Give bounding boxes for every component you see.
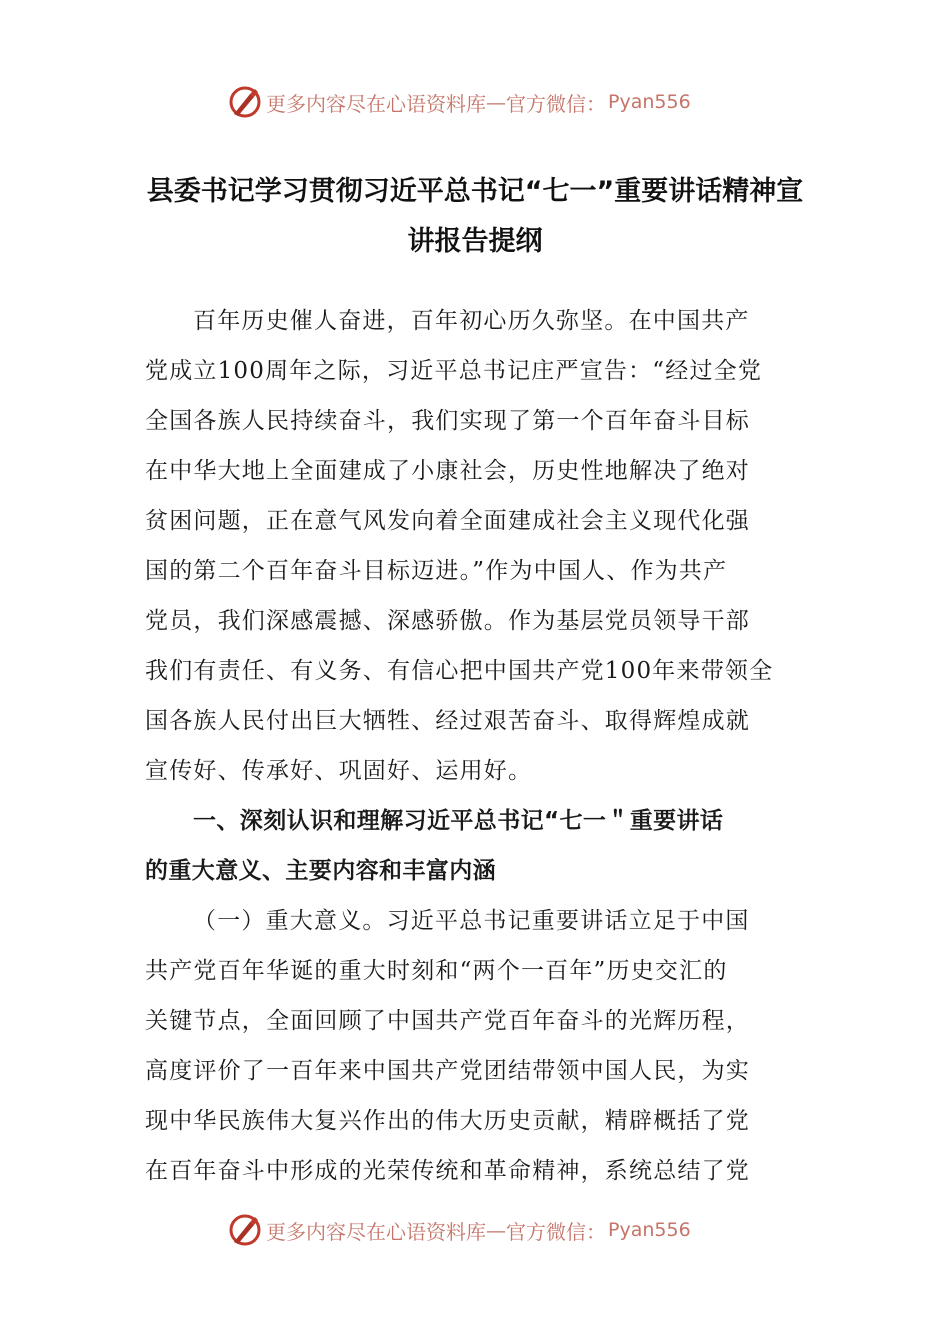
paragraph-line: 国的第二个百年奋斗目标迈进。”作为中国人、作为共产 xyxy=(145,558,728,584)
banner-wechat-id: Pyan556 xyxy=(608,1219,691,1241)
banner-wechat-label: 官方微信： xyxy=(506,91,606,116)
heading-line: 一、深刻认识和理解习近平总书记“七一＂重要讲话 xyxy=(193,808,724,834)
paragraph-line: 在百年奋斗中形成的光荣传统和革命精神，系统总结了党 xyxy=(145,1158,750,1184)
paragraph-line: 全国各族人民持续奋斗，我们实现了第一个百年奋斗目标 xyxy=(145,408,750,434)
paragraph-line: 我们有责任、有义务、有信心把中国共产党100年来带领全 xyxy=(145,658,774,684)
paragraph-line: 党员，我们深感震撼、深感骄傲。作为基层党员领导干部 xyxy=(145,608,750,634)
banner-wechat-id: Pyan556 xyxy=(608,91,691,113)
paragraph-line: （一）重大意义。习近平总书记重要讲话立足于中国 xyxy=(193,908,750,934)
paragraph-intro xyxy=(145,296,810,796)
footer-watermark-banner xyxy=(228,1210,728,1250)
banner-dash: — xyxy=(486,1218,506,1242)
title-line: 讲报告提纲 xyxy=(407,226,543,257)
paragraph-line: 党成立100周年之际，习近平总书记庄严宣告：“经过全党 xyxy=(145,358,763,384)
paragraph-line: 国各族人民付出巨大牺牲、经过艰苦奋斗、取得辉煌成就 xyxy=(145,708,750,734)
paragraph-line: 现中华民族伟大复兴作出的伟大历史贡献，精辟概括了党 xyxy=(145,1108,750,1134)
banner-wechat-label: 官方微信： xyxy=(506,1219,606,1244)
paragraph-line: 百年历史催人奋进，百年初心历久弥坚。在中国共产 xyxy=(193,308,750,334)
paragraph-line: 共产党百年华诞的重大时刻和“两个一百年”历史交汇的 xyxy=(145,958,728,984)
paragraph-line: 关键节点，全面回顾了中国共产党百年奋斗的光辉历程， xyxy=(145,1008,750,1034)
paragraph-line: 在中华大地上全面建成了小康社会，历史性地解决了绝对 xyxy=(145,458,750,484)
banner-dash: — xyxy=(486,90,506,114)
header-watermark-banner xyxy=(228,82,728,122)
banner-site-text: 更多内容尽在心语资料库 xyxy=(266,91,486,116)
document-body xyxy=(145,296,810,1196)
paragraph-line: 宣传好、传承好、巩固好、运用好。 xyxy=(145,758,533,784)
paragraph-line: 高度评价了一百年来中国共产党团结带领中国人民，为实 xyxy=(145,1058,750,1084)
document-title xyxy=(140,168,810,268)
banner-site-text: 更多内容尽在心语资料库 xyxy=(266,1219,486,1244)
paragraph-significance xyxy=(145,896,810,1196)
pen-logo-icon xyxy=(228,85,262,119)
title-line: 县委书记学习贯彻习近平总书记“七一”重要讲话精神宣 xyxy=(146,176,804,207)
heading-line: 的重大意义、主要内容和丰富内涵 xyxy=(145,858,496,884)
section-heading-1 xyxy=(145,796,810,896)
pen-logo-icon xyxy=(228,1213,262,1247)
paragraph-line: 贫困问题，正在意气风发向着全面建成社会主义现代化强 xyxy=(145,508,750,534)
